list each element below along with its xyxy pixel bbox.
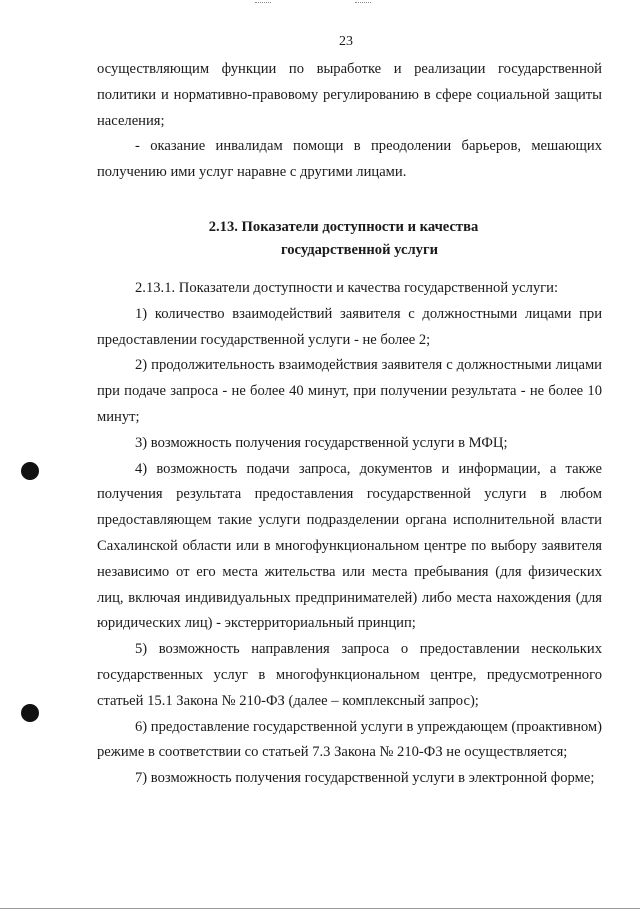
binder-hole-upper — [21, 462, 39, 480]
binder-hole-lower — [21, 704, 39, 722]
list-item-7: 7) возможность получения государственной услуги в электронной форме; — [135, 770, 595, 787]
list-item-6: 6) предоставление государственной услуги в упреждающем (проактивном) режиме в соответствии со статьей 7.3 Закона № 210-ФЗ не осуществляется; — [97, 718, 602, 761]
list-item-3: 3) возможность получения государственной услуги в МФЦ; — [135, 434, 508, 451]
section-heading-line-2: государственной услуги — [280, 241, 439, 258]
list-item-2: 2) продолжительность взаимодействия заявителя с должностными лицами при подаче запроса - не более 40 минут, при получении результата - не более 10 минут; — [97, 357, 602, 425]
list-item-1: 1) количество взаимодействий заявителя с должностными лицами при предоставлении государственной услуги - не более 2; — [97, 305, 602, 348]
scan-artifact-top-left — [255, 2, 271, 6]
scan-artifact-top-right — [355, 2, 371, 6]
paragraph-continuation: осуществляющим функции по выработке и реализации государственной политики и нормативно-правовому регулированию в сфере социальной защиты населения; — [97, 61, 602, 129]
section-heading — [97, 216, 602, 262]
page-number: 23 — [339, 34, 353, 49]
section-heading-line-1: 2.13. Показатели доступности и качества — [208, 218, 479, 235]
list-item-4: 4) возможность подачи запроса, документов и информации, а также получения результата предоставления государственной услуги в любом предоставляющем такие услуги подразделении органа исполнительной власти Сахалинской области или в многофункциональном центре по выбору заявителя независимо от его места жительства или места пребывания (для физических лиц, включая индивидуальных предпринимателей) либо места нахождения (для юридических лиц) - экстерриториальный принцип; — [97, 460, 602, 632]
section-intro: 2.13.1. Показатели доступности и качества государственной услуги: — [135, 279, 559, 296]
page-bottom-edge — [0, 908, 640, 909]
document-body — [97, 57, 602, 792]
list-item-5: 5) возможность направления запроса о предоставлении нескольких государственных услуг в многофункциональном центре, предусмотренного статьей 15.1 Закона № 210-ФЗ (далее – комплексный запрос); — [97, 641, 602, 709]
paragraph-bullet-barriers: - оказание инвалидам помощи в преодолении барьеров, мешающих получению ими услуг наравне с другими лицами. — [97, 138, 602, 181]
